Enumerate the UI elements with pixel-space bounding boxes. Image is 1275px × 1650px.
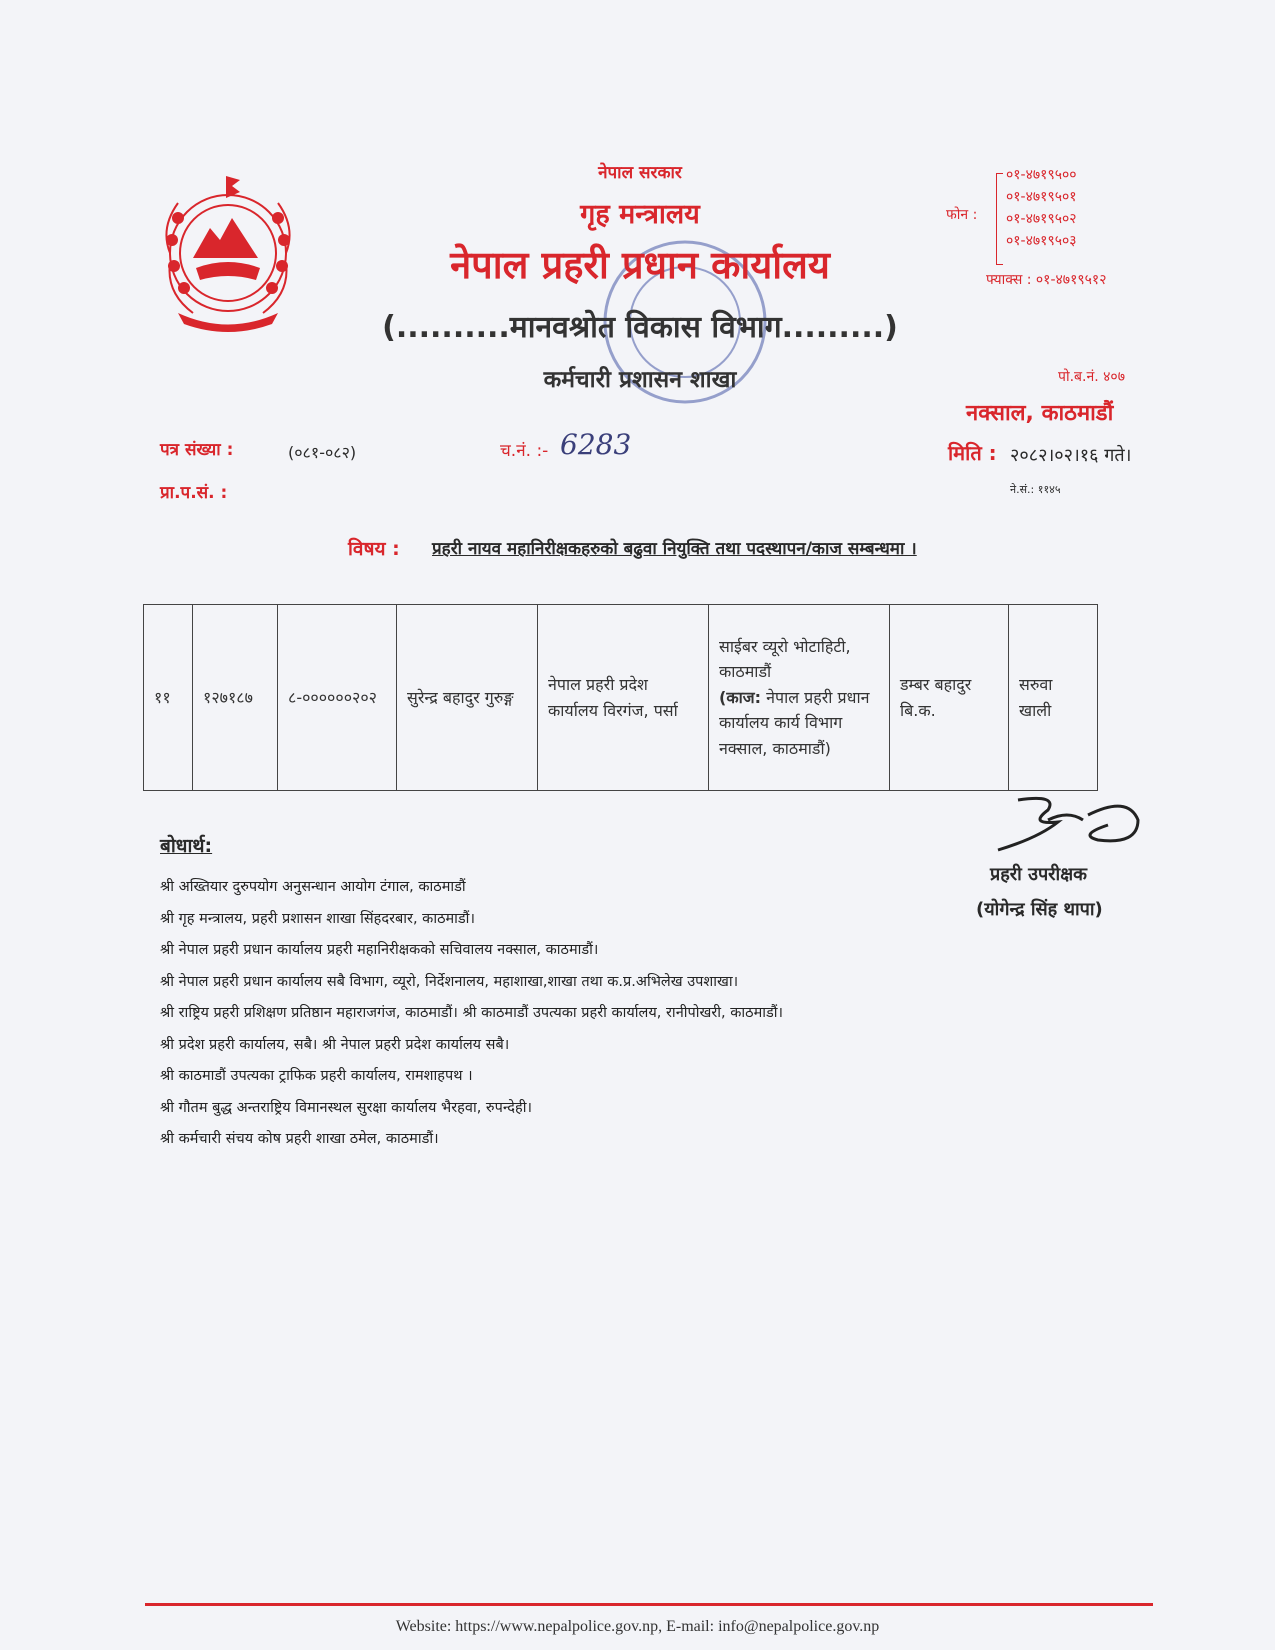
- ref-number-label: पत्र संख्या :: [160, 440, 234, 460]
- phone-brace: [996, 173, 1003, 265]
- list-item: श्री राष्ट्रिय प्रहरी प्रशिक्षण प्रतिष्ठान महाराजगंज, काठमाडौं। श्री काठमाडौं उपत्यका प्रहरी कार्यालय, रानीपोखरी, काठमाडौं।: [160, 1005, 784, 1021]
- kaj-office: नेपाल प्रहरी प्रधान कार्यालय कार्य विभाग नक्साल, काठमाडौं): [719, 687, 870, 758]
- po-box: पो.ब.नं. ४०७: [1058, 369, 1125, 385]
- id-cell: १२७१८७: [193, 605, 278, 791]
- signatory-title: प्रहरी उपरीक्षक: [990, 864, 1087, 885]
- phone-number: ०१-४७१९५०२: [1006, 211, 1077, 227]
- cc-list: [160, 872, 783, 1156]
- footer-contact: Website: https://www.nepalpolice.gov.np, E-mail: info@nepalpolice.gov.np: [395, 1618, 880, 1635]
- replaced-officer-cell: डम्बर बहादुर बि.क.: [890, 605, 1009, 791]
- footer-divider: [145, 1603, 1153, 1606]
- list-item: श्री नेपाल प्रहरी प्रधान कार्यालय प्रहरी महानिरीक्षकको सचिवालय नक्साल, काठमाडौं।: [160, 942, 599, 958]
- date-value: २०८२।०२।१६ गते।: [1010, 445, 1132, 466]
- remark-cell: सरुवा खाली: [1009, 605, 1098, 791]
- list-item: श्री गौतम बुद्ध अन्तराष्ट्रिय विमानस्थल सुरक्षा कार्यालय भैरहवा, रुपन्देही।: [160, 1099, 532, 1116]
- branch-name: कर्मचारी प्रशासन शाखा: [543, 367, 737, 393]
- dispatch-number-label: च.नं. :-: [500, 441, 549, 461]
- subject-label: विषय :: [348, 538, 400, 560]
- phone-number: ०१-४७१९५०१: [1006, 189, 1077, 205]
- signature-mark: [988, 790, 1168, 860]
- date-label: मिति :: [948, 441, 997, 465]
- ref-number-value: (०८१-०८२): [288, 443, 357, 462]
- name-cell: सुरेन्द्र बहादुर गुरुङ्ग: [397, 605, 538, 791]
- fax-number: फ्याक्स : ०१-४७१९५१२: [986, 272, 1107, 288]
- phone-number: ०१-४७१९५०३: [1006, 233, 1077, 249]
- phone-number: ०१-४७१९५००: [1006, 167, 1077, 183]
- table-row: [144, 605, 1098, 791]
- department-name: (..........मानवश्रोत विकास विभाग.........): [382, 310, 898, 345]
- office-address: नक्साल, काठमाडौं: [966, 401, 1114, 426]
- list-item: श्री नेपाल प्रहरी प्रधान कार्यालय सबै विभाग, व्यूरो, निर्देशनालय, महाशाखा,शाखा तथा क.प्र.अभिलेख उपशाखा।: [160, 973, 739, 990]
- phone-label: फोन :: [946, 207, 978, 223]
- pr-number-label: प्रा.प.सं. :: [160, 483, 228, 503]
- code-cell: ८-००००००२०२: [278, 605, 397, 791]
- government-name: नेपाल सरकार: [598, 163, 682, 183]
- office-name: नेपाल प्रहरी प्रधान कार्यालय: [450, 243, 830, 287]
- to-office-main: साईबर व्यूरो भोटाहिटी, काठमाडौं: [719, 636, 851, 682]
- serial-cell: ११: [144, 605, 193, 791]
- promotion-table: [143, 604, 1098, 791]
- cc-title: बोधार्थ:: [160, 835, 213, 857]
- list-item: श्री काठमाडौं उपत्यका ट्राफिक प्रहरी कार्यालय, रामशाहपथ ।: [160, 1068, 473, 1084]
- list-item: श्री अख्तियार दुरुपयोग अनुसन्धान आयोग टंगाल, काठमाडौं: [160, 879, 466, 895]
- dispatch-number-value: 6283: [560, 428, 632, 461]
- ministry-name: गृह मन्त्रालय: [580, 199, 700, 230]
- signatory-name: (योगेन्द्र सिंह थापा): [976, 899, 1103, 920]
- kaj-label: (काज:: [719, 687, 762, 707]
- subject-text: प्रहरी नायव महानिरीक्षकहरुको बढुवा नियुक्ति तथा पदस्थापन/काज सम्बन्धमा ।: [432, 539, 917, 559]
- nepal-sambat-value: ने.सं.: ११४५: [1010, 483, 1061, 496]
- to-office-cell: [709, 605, 890, 791]
- list-item: श्री कर्मचारी संचय कोष प्रहरी शाखा ठमेल, काठमाडौं।: [160, 1131, 439, 1147]
- list-item: श्री गृह मन्त्रालय, प्रहरी प्रशासन शाखा सिंहदरबार, काठमाडौं।: [160, 910, 475, 927]
- list-item: श्री प्रदेश प्रहरी कार्यालय, सबै। श्री नेपाल प्रहरी प्रदेश कार्यालय सबै।: [160, 1036, 510, 1053]
- from-office-cell: नेपाल प्रहरी प्रदेश कार्यालय विरगंज, पर्सा: [538, 605, 709, 791]
